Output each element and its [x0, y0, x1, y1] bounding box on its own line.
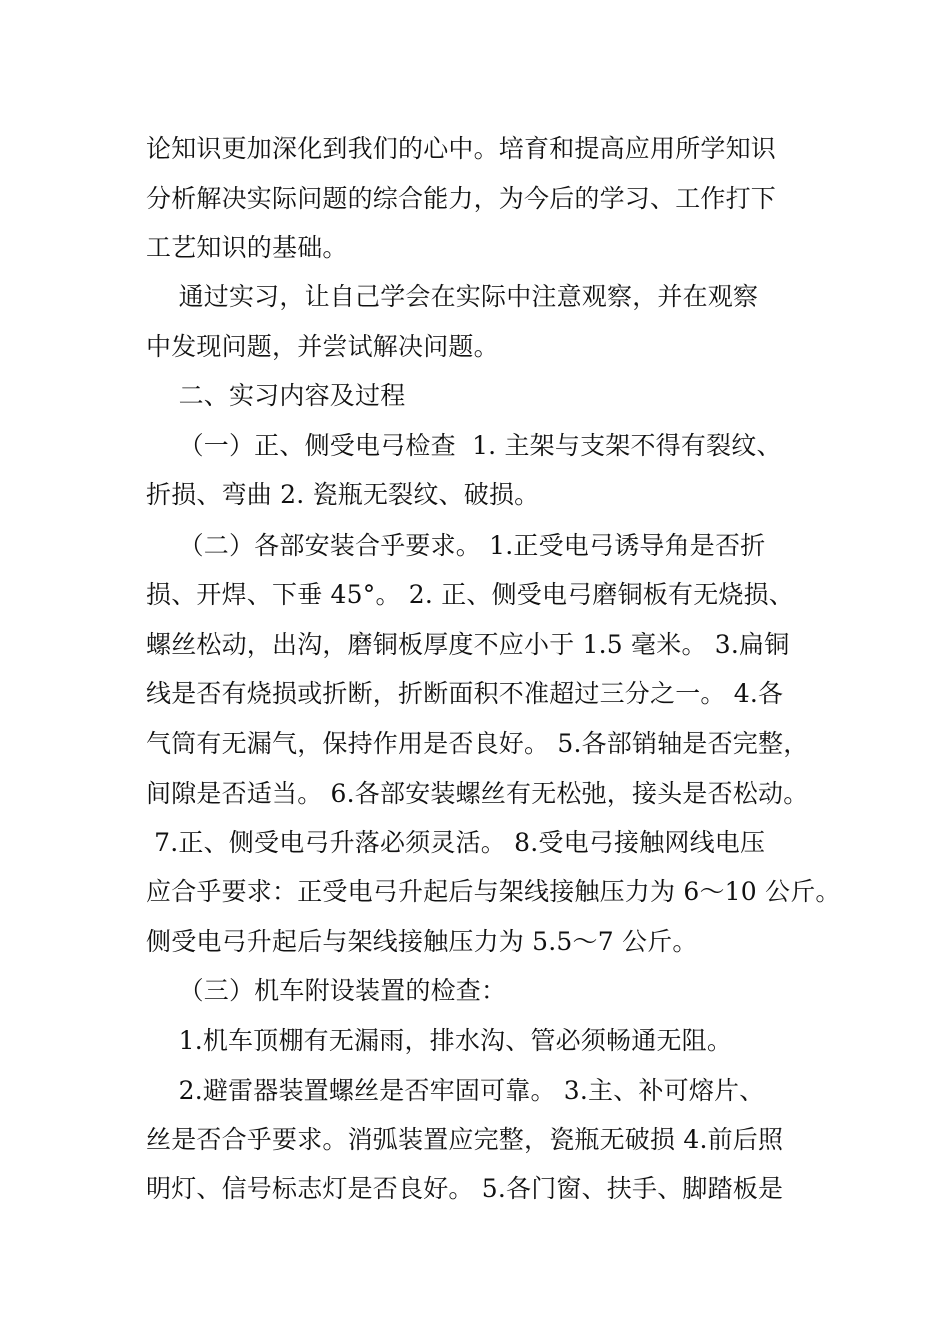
text-line: 应合乎要求：正受电弓升起后与架线接触压力为 6～10 公斤。 — [146, 877, 841, 906]
text-line: 损、开焊、下垂 45°。 2. 正、侧受电弓磨铜板有无烧损、 — [146, 580, 795, 609]
text-line: 折损、弯曲 2. 瓷瓶无裂纹、破损。 — [146, 480, 540, 509]
text-line: 侧受电弓升起后与架线接触压力为 5.5～7 公斤。 — [146, 927, 698, 956]
text-line: （二）各部安装合乎要求。 1.正受电弓诱导角是否折 — [146, 531, 766, 560]
text-line: 气筒有无漏气，保持作用是否良好。 5.各部销轴是否完整， — [146, 729, 809, 758]
section-heading: 二、实习内容及过程 — [146, 381, 406, 410]
text-line: 中发现问题，并尝试解决问题。 — [146, 332, 499, 361]
text-line: 丝是否合乎要求。消弧装置应完整，瓷瓶无破损 4.前后照 — [146, 1125, 784, 1154]
text-line: 1.机车顶棚有无漏雨，排水沟、管必须畅通无阻。 — [146, 1026, 733, 1055]
text-line: 螺丝松动，出沟，磨铜板厚度不应小于 1.5 毫米。 3.扁铜 — [146, 630, 790, 659]
text-line: 间隙是否适当。 6.各部安装螺丝有无松弛，接头是否松动。 — [146, 779, 809, 808]
text-line: 7.正、侧受电弓升落必须灵活。 8.受电弓接触网线电压 — [146, 828, 766, 857]
text-line: 通过实习，让自己学会在实际中注意观察，并在观察 — [146, 282, 759, 311]
text-line: 分析解决实际问题的综合能力，为今后的学习、工作打下 — [146, 184, 777, 213]
text-line: 明灯、信号标志灯是否良好。 5.各门窗、扶手、脚踏板是 — [146, 1174, 784, 1203]
text-line: 线是否有烧损或折断，折断面积不准超过三分之一。 4.各 — [146, 679, 784, 708]
text-line: （一）正、侧受电弓检查 1. 主架与支架不得有裂纹、 — [146, 431, 782, 460]
text-line: 2.避雷器装置螺丝是否牢固可靠。 3.主、补可熔片、 — [146, 1076, 765, 1105]
text-line: 工艺知识的基础。 — [146, 233, 348, 262]
text-line: 论知识更加深化到我们的心中。培育和提高应用所学知识 — [146, 134, 777, 163]
text-line: （三）机车附设装置的检查： — [146, 976, 507, 1005]
